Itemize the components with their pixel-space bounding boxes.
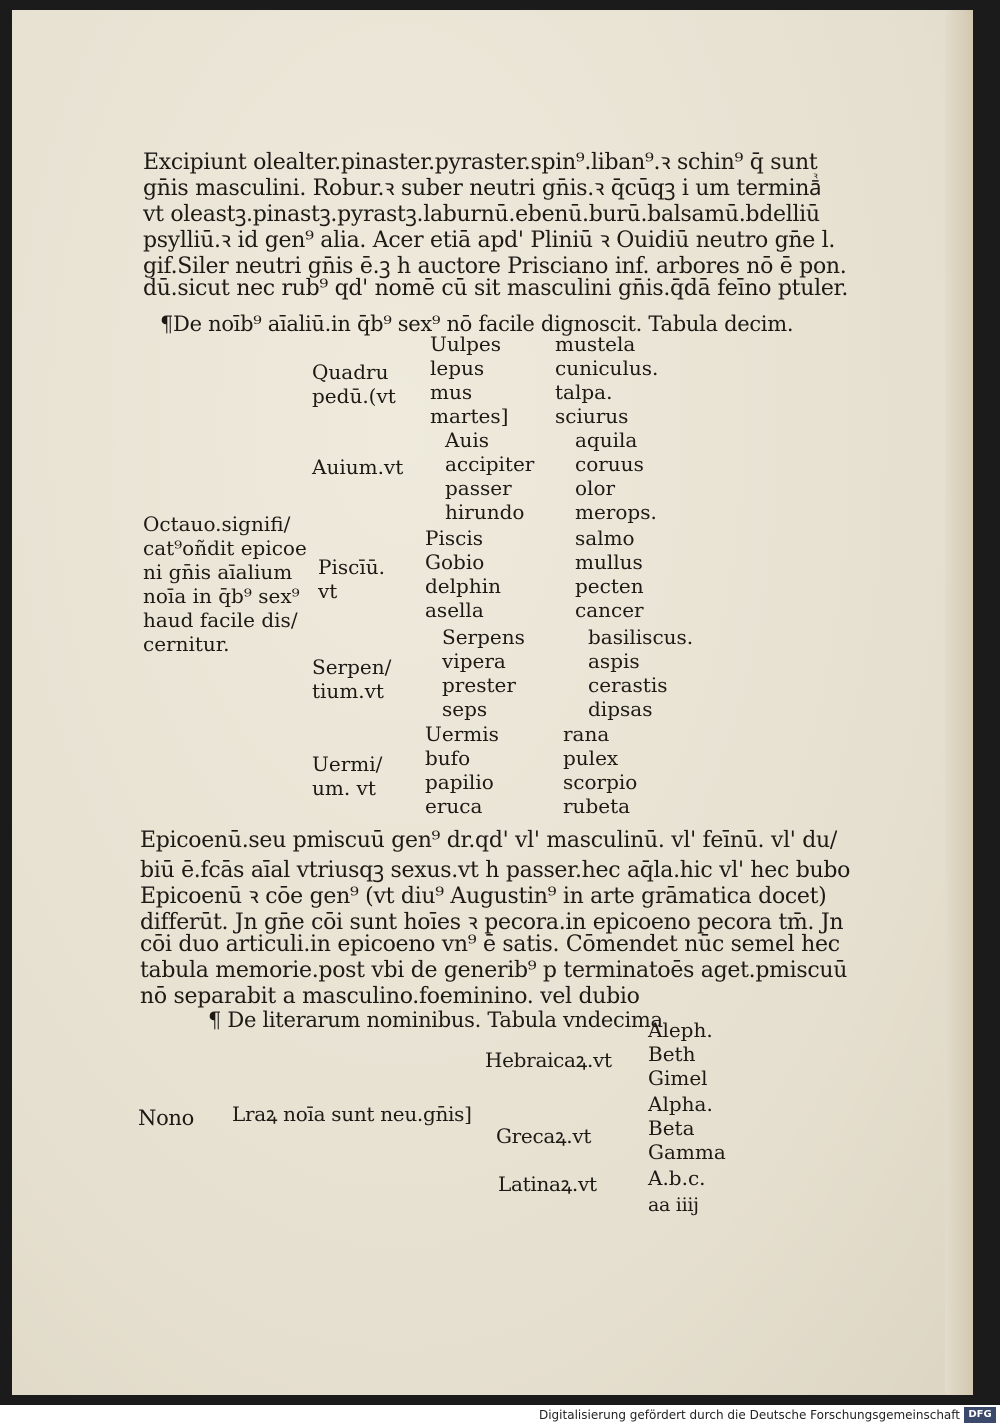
animal-name: papilio [425, 770, 494, 794]
animal-name: cancer [575, 598, 644, 622]
animal-name: pecten [575, 574, 644, 598]
animal-name: lepus [430, 356, 485, 380]
page-edge [945, 10, 973, 1395]
nono-text: Lraꝝ noīa sunt neu.gn̄is] [232, 1102, 472, 1126]
group-label [318, 555, 385, 603]
animal-name: prester [442, 673, 516, 697]
group-label-line: pedū.(vt [312, 384, 396, 408]
group-label-line: um. vt [312, 776, 376, 800]
footer-bar [0, 1405, 1000, 1427]
animal-name: seps [442, 697, 488, 721]
animal-name: sciurus [555, 404, 629, 428]
animal-name: martes] [430, 404, 509, 428]
group-label-line: Uermi/ [312, 752, 383, 776]
group-label [312, 655, 391, 703]
dfg-logo: DFG [964, 1407, 996, 1423]
animal-name: Uulpes [430, 332, 502, 356]
side-note-line: noīa in q̄b⁹ sex⁹ [143, 584, 300, 608]
letter-column [648, 1092, 726, 1164]
animal-name: talpa. [555, 380, 613, 404]
text-line: cōi duo articuli.in epicoeno vn⁹ ē satis. Cōmendet nūc semel hec [140, 932, 840, 957]
nono-label: Nono [138, 1106, 194, 1130]
letter-name: Beth [648, 1042, 696, 1066]
signature-mark: aa iiij [648, 1194, 699, 1216]
section-heading: ¶De noīb⁹ aīaliū.in q̄b⁹ sex⁹ nō facile dignoscit. Tabula decim. [160, 312, 794, 336]
animal-column [430, 332, 508, 428]
animal-name: vipera [442, 649, 506, 673]
lang-label: Latinaꝝ.vt [498, 1172, 597, 1196]
group-label-line: Quadru [312, 360, 389, 384]
animal-column [575, 428, 657, 524]
animal-name: cuniculus. [555, 356, 659, 380]
letter-column [648, 1018, 713, 1090]
animal-column [425, 722, 499, 818]
lang-label: Hebraicaꝝ.vt [485, 1048, 612, 1072]
animal-name: rubeta [563, 794, 631, 818]
side-note-line: haud facile dis/ [143, 608, 298, 632]
animal-name: hirundo [445, 500, 525, 524]
group-label-line: Auium.vt [312, 455, 404, 479]
letter-name: Alpha. [648, 1092, 713, 1116]
animal-name: basiliscus. [588, 625, 694, 649]
animal-name: dipsas [588, 697, 653, 721]
text-line: Epicoenū.seu pmiscuū gen⁹ dr.qd' vl' masculinū. vl' feīnū. vl' du/ [140, 828, 838, 853]
side-note-line: Octauo.signifi/ [143, 512, 291, 536]
group-label-line: tium.vt [312, 679, 384, 703]
side-note-line: cat⁹oñdit epicoe [143, 536, 307, 560]
section-heading: ¶ De literarum nominibus. Tabula vndecima [208, 1008, 663, 1032]
animal-column [563, 722, 637, 818]
animal-name: Serpens [442, 625, 525, 649]
text-line: dū.sicut nec rub⁹ qd' nomē cū sit masculini gn̄is.q̄dā feīno ptuler. [143, 276, 849, 301]
side-note-line: cernitur. [143, 632, 230, 656]
letter-name: A.b.c. [648, 1166, 706, 1190]
text-line: tabula memorie.post vbi de generib⁹ p terminatoēs aget.pmiscuū [140, 958, 848, 983]
side-note [143, 512, 307, 656]
text-line: gif.Siler neutri gn̄is ē.ꝫ h auctore Prisciano inf. arbores nō ē pon. [143, 254, 847, 279]
animal-name: cerastis [588, 673, 668, 697]
animal-name: Uermis [425, 722, 499, 746]
animal-name: scorpio [563, 770, 638, 794]
lang-label: Grecaꝝ.vt [496, 1124, 592, 1148]
animal-name: mus [430, 380, 473, 404]
animal-column [588, 625, 693, 721]
animal-name: pulex [563, 746, 619, 770]
side-note-line: ni gn̄is aīalium [143, 560, 293, 584]
animal-name: mustela [555, 332, 636, 356]
animal-name: salmo [575, 526, 635, 550]
letter-name: Beta [648, 1116, 695, 1140]
animal-name: Auis [445, 428, 489, 452]
text-line: nō separabit a masculino.foeminino. vel dubio [140, 984, 640, 1009]
group-label [312, 360, 396, 408]
letter-name: Aleph. [648, 1018, 713, 1042]
animal-name: asella [425, 598, 484, 622]
animal-name: Piscis [425, 526, 483, 550]
animal-name: aquila [575, 428, 638, 452]
animal-name: delphin [425, 574, 501, 598]
animal-name: rana [563, 722, 610, 746]
letter-column [648, 1166, 706, 1190]
group-label [312, 752, 382, 800]
animal-name: bufo [425, 746, 471, 770]
animal-column [425, 526, 501, 622]
group-label [312, 455, 403, 479]
animal-column [555, 332, 658, 428]
text-line: differūt. Jn gn̄e cōi sunt hoīes ꝛ pecora.in epicoeno pecora tm̄. Jn [140, 910, 844, 935]
animal-column [575, 526, 644, 622]
text-line: gn̄is masculini. Robur.ꝛ suber neutri gn̄is.ꝛ q̄cūqꝫ i um termināᷣ [143, 176, 822, 201]
animal-name: mullus [575, 550, 643, 574]
text-line: biū ē.fcās aīal vtriusqꝫ sexus.vt h passer.hec aq̄la.hic vl' hec bubo [140, 858, 851, 883]
text-line: vt oleastꝫ.pinastꝫ.pyrastꝫ.laburnū.ebenū.burū.balsamū.bdelliū [143, 202, 820, 227]
group-label-line: vt [318, 579, 338, 603]
animal-name: eruca [425, 794, 483, 818]
text-line: psylliū.ꝛ id gen⁹ alia. Acer etiā apd' Pliniū ꝛ Ouidiū neutro gn̄e l. [143, 228, 836, 253]
letter-name: Gimel [648, 1066, 708, 1090]
text-line: Epicoenū ꝛ cōe gen⁹ (vt diu⁹ Augustin⁹ in arte grāmatica docet) [140, 884, 827, 909]
group-label-line: Piscīū. [318, 555, 385, 579]
animal-name: aspis [588, 649, 640, 673]
text-line: Excipiunt olealter.pinaster.pyraster.spin⁹.liban⁹.ꝛ schin⁹ q̄ sunt [143, 150, 818, 175]
animal-name: merops. [575, 500, 657, 524]
animal-name: accipiter [445, 452, 535, 476]
animal-name: passer [445, 476, 512, 500]
group-label-line: Serpen/ [312, 655, 392, 679]
animal-name: Gobio [425, 550, 485, 574]
animal-column [442, 625, 525, 721]
animal-name: olor [575, 476, 616, 500]
animal-name: coruus [575, 452, 644, 476]
animal-column [445, 428, 534, 524]
footer-credit: Digitalisierung gefördert durch die Deutsche Forschungsgemeinschaft [538, 1408, 960, 1422]
letter-name: Gamma [648, 1140, 726, 1164]
